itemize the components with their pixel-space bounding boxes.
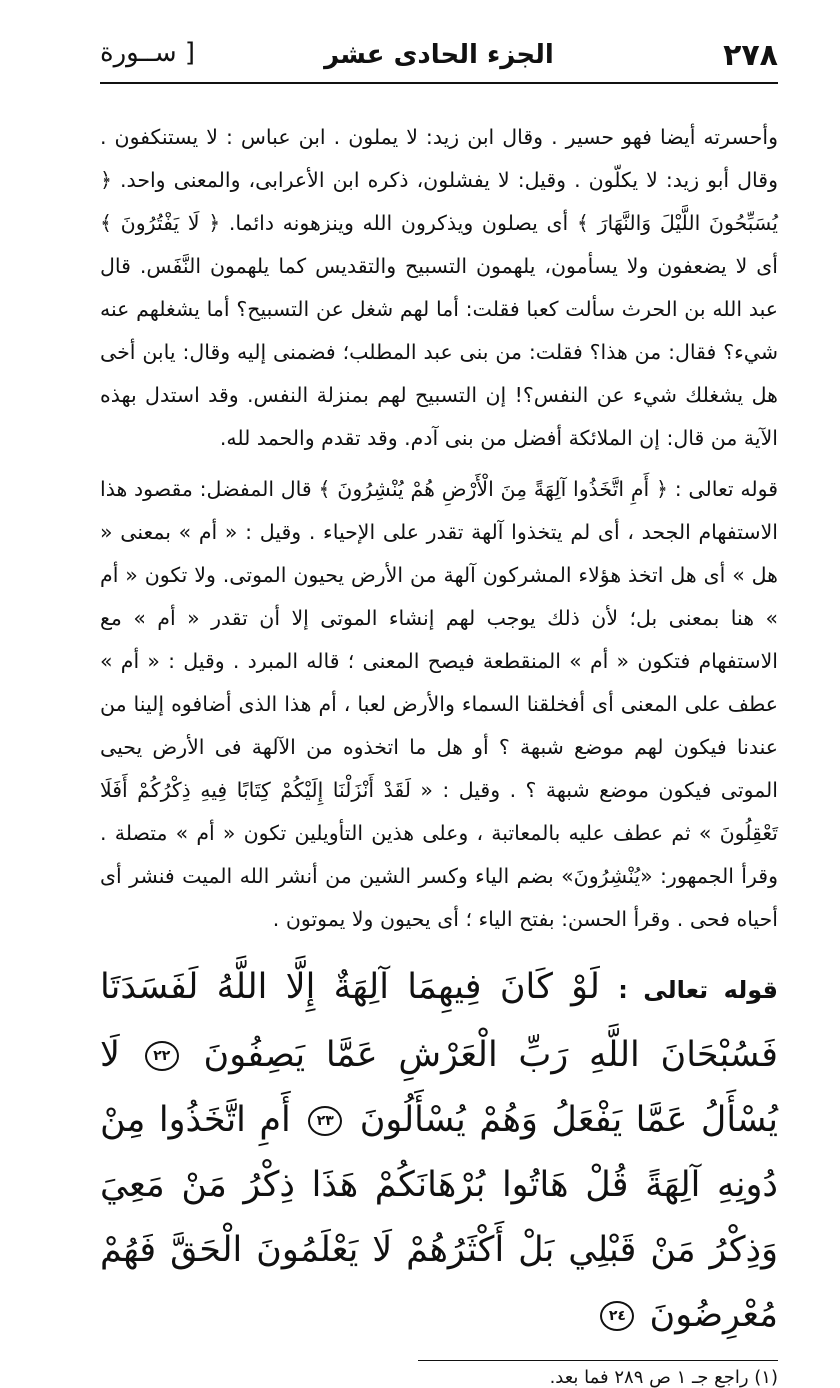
commentary-text	[100, 116, 778, 941]
ayah-number-22-icon: ٢٢	[145, 1041, 179, 1071]
page-header	[100, 28, 778, 80]
header-rule	[100, 82, 778, 84]
surah-label: [ ســورة	[100, 38, 196, 68]
ayah-number-24-icon: ٢٤	[600, 1301, 634, 1331]
verse-24-text: أَمِ اتَّخَذُوا مِنْ دُونِهِ آلِهَةً قُلْ هَاتُوا بُرْهَانَكُمْ هَذَا ذِكْرُ مَنْ مَعِيَ وَذِكْرُ مَنْ قَبْلِي بَلْ أَكْثَرُهُمْ لَا يَعْلَمُونَ الْحَقَّ فَهُمْ مُعْرِضُونَ	[100, 1100, 778, 1335]
verse-23-text: لَا يُسْأَلُ عَمَّا يَفْعَلُ وَهُمْ يُسْأَلُونَ	[100, 1035, 778, 1140]
running-title: الجزء الحادى عشر	[324, 40, 554, 70]
quran-verses	[100, 955, 778, 1348]
verse-22-text: لَوْ كَانَ فِيهِمَا آلِهَةٌ إِلَّا اللَّهُ لَفَسَدَتَا فَسُبْحَانَ اللَّهِ رَبِّ الْعَرْشِ عَمَّا يَصِفُونَ	[100, 967, 778, 1075]
page-number: ٢٧٨	[723, 38, 778, 73]
paragraph-angels-tasbih: وأحسرته أيضا فهو حسير . وقال ابن زيد: لا يملون . ابن عباس : لا يستنكفون . وقال أبو زيد: لا يكلّون . وقيل: لا يفشلون، ذكره ابن الأعرابى، والمعنى واحد. ﴿ يُسَبِّحُونَ اللَّيْلَ وَالنَّهَارَ ﴾ أى يصلون ويذكرون الله وينزهونه دائما. ﴿ لَا يَفْتُرُونَ ﴾ أى لا يضعفون ولا يسأمون، يلهمون التسبيح والتقديس كما يلهمون النَّفَس. قال عبد الله بن الحرث سألت كعبا فقلت: أما لهم شغل عن التسبيح؟ أما يشغلهم عنه شيء؟ فقال: من هذا؟ فقلت: من بنى عبد المطلب؛ فضمنى إليه وقال: يابن أخى هل يشغلك شيء عن النفس؟! إن التسبيح لهم بمنزلة النفس. وقد استدل بهذه الآية من قال: إن الملائكة أفضل من بنى آدم. وقد تقدم والحمد لله.	[100, 125, 778, 450]
footnote-divider	[418, 1360, 778, 1361]
footnote: (١) راجع جـ ١ ص ٢٨٩ فما بعد.	[549, 1367, 778, 1388]
ayah-number-23-icon: ٢٣	[308, 1106, 342, 1136]
verse-intro: قوله تعالى :	[618, 976, 779, 1004]
paragraph-am-ittakhadhu: قوله تعالى : ﴿ أَمِ اتَّخَذُوا آلِهَةً مِنَ الْأَرْضِ هُمْ يُنْشِرُونَ ﴾ قال المفضل: مقصود هذا الاستفهام الجحد ، أى لم يتخذوا آلهة تقدر على الإحياء . وقيل : « أم » بمعنى « هل » أى هل اتخذ هؤلاء المشركون آلهة من الأرض يحيون الموتى. ولا تكون « أم » هنا بمعنى بل؛ لأن ذلك يوجب لهم إنشاء الموتى إلا أن تقدر « أم » مع الاستفهام فتكون « أم » المنقطعة فيصح المعنى ؛ قاله المبرد . وقيل : « أم » عطف على المعنى أى أفخلقنا السماء والأرض لعبا ، أم هذا الذى أضافوه إلينا من عندنا فيكون لهم موضع شبهة ؟ أو هل ما اتخذوه من الآلهة فى الأرض يحيى الموتى فيكون موضع شبهة ؟ . وقيل : « لَقَدْ أَنْزَلْنَا إِلَيْكُمْ كِتَابًا فِيهِ ذِكْرُكُمْ أَفَلَا تَعْقِلُونَ » ثم عطف عليه بالمعاتبة ، وعلى هذين التأويلين تكون « أم » متصلة . وقرأ الجمهور: «يُنْشِرُونَ» بضم الياء وكسر الشين من أنشر الله الميت فنشر أى أحياه فحى . وقرأ الحسن: بفتح الياء ؛ أى يحيون ولا يموتون .	[100, 477, 778, 931]
